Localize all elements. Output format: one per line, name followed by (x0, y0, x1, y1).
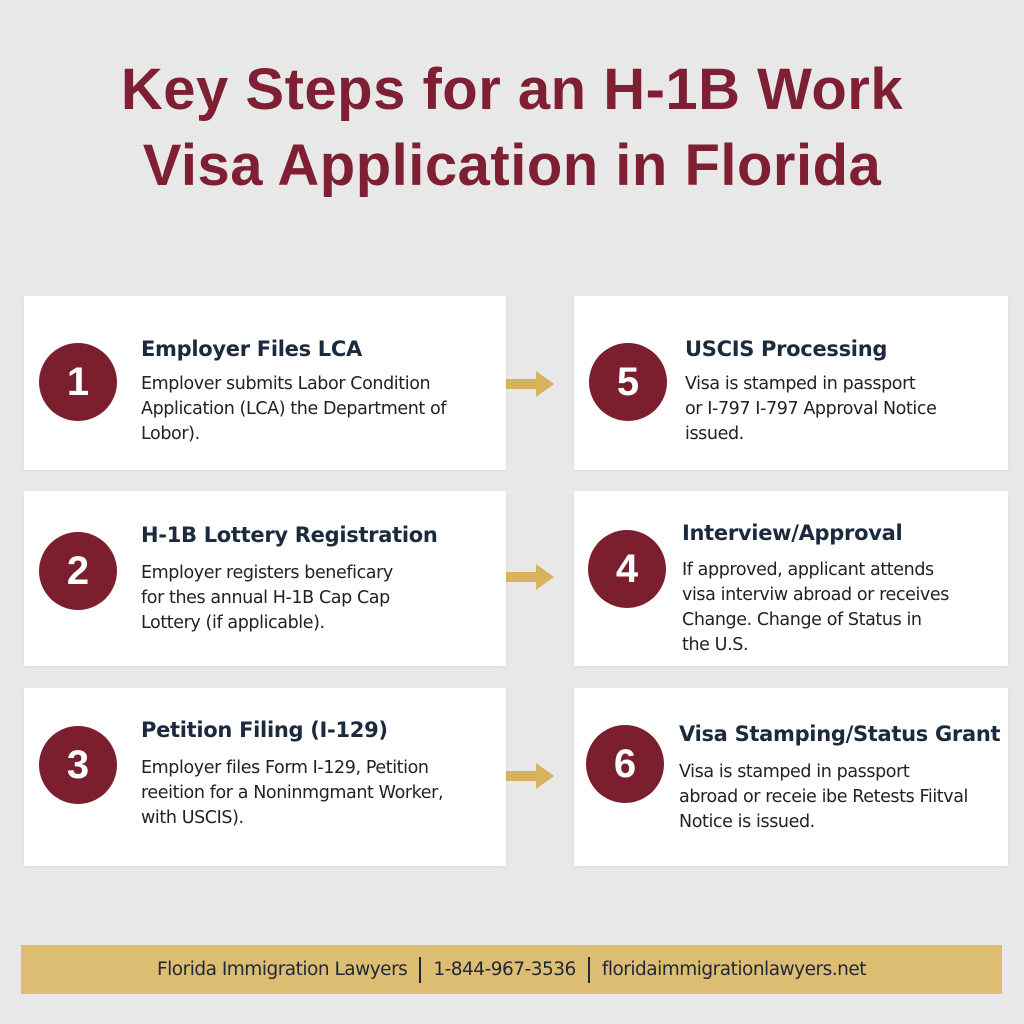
step-number-badge: 5 (589, 343, 667, 421)
step-card-3 (24, 688, 506, 866)
step-card-2 (24, 491, 506, 666)
step-number-badge: 4 (588, 530, 666, 608)
title-line-2: Visa Application in Florida (142, 133, 882, 198)
divider (419, 957, 421, 983)
phone-number[interactable]: 1-844-967-3536 (433, 959, 576, 980)
step-title: Employer Files LCA (141, 337, 362, 361)
step-description: Employer files Form I-129, Petition reeition for a Noninmgmant Worker, with USCIS). (141, 758, 444, 828)
step-card-6 (574, 688, 1008, 866)
step-number-badge: 1 (39, 343, 117, 421)
step-card-4 (574, 491, 1008, 666)
step-description: Emplover submits Labor Condition Application (LCA) the Department of Lobor). (141, 374, 447, 444)
step-description: Visa is stamped in passport abroad or receie ibe Retests Fiitval Notice is issued. (679, 762, 969, 832)
step-title: H-1B Lottery Registration (141, 523, 438, 547)
divider (588, 957, 590, 983)
step-description: Visa is stamped in passport or I-797 I-797 Approval Notice issued. (685, 374, 937, 444)
step-title: Petition Filing (I-129) (141, 718, 388, 742)
step-title: USCIS Processing (685, 337, 888, 361)
step-number-badge: 3 (39, 726, 117, 804)
page-title (0, 52, 1024, 204)
step-card-5 (574, 296, 1008, 470)
step-card-1 (24, 296, 506, 470)
step-number-badge: 6 (586, 725, 664, 803)
step-number-badge: 2 (39, 532, 117, 610)
step-description: Employer registers beneficary for thes annual H-1B Cap Cap Lottery (if applicable). (141, 563, 393, 633)
website-link[interactable]: floridaimmigrationlawyers.net (601, 959, 866, 980)
arrow-right-icon (506, 371, 554, 397)
arrow-right-icon (506, 564, 554, 590)
arrow-right-icon (506, 763, 554, 789)
title-line-1: Key Steps for an H-1B Work (120, 57, 904, 122)
step-title: Interview/Approval (682, 521, 903, 545)
firm-name: Florida Immigration Lawyers (157, 959, 408, 980)
step-title: Visa Stamping/Status Grant (679, 722, 1001, 746)
step-description: If approved, applicant attends visa interviw abroad or receives Change. Change of Status in the U.S. (682, 560, 949, 655)
footer-contact-bar (21, 945, 1002, 994)
